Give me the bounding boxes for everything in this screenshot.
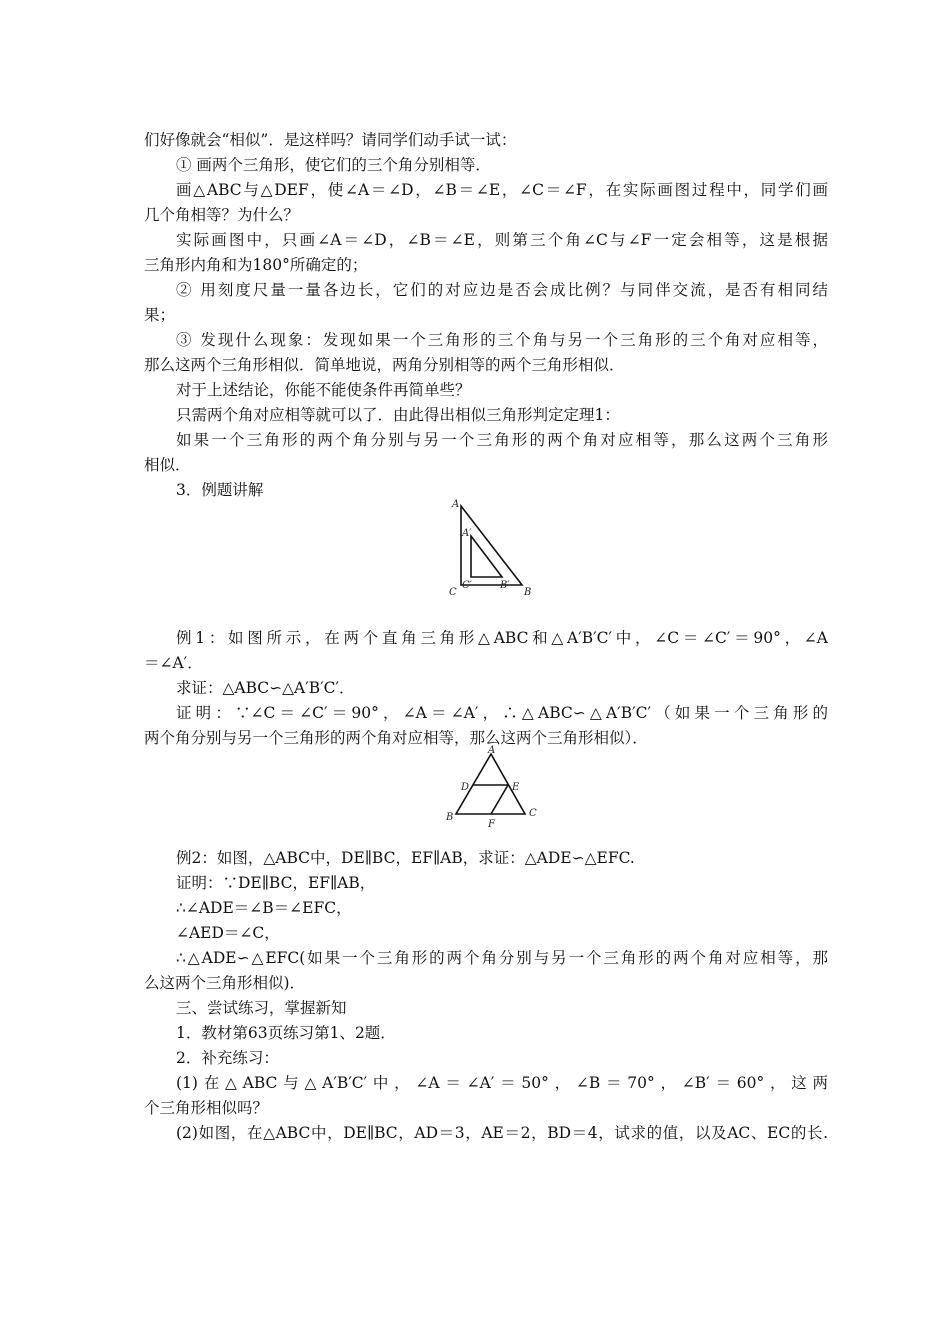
label-B-prime: B′ — [500, 580, 510, 591]
text-line: 三角形内角和为180°所确定的； — [144, 256, 368, 274]
text-line: 证明：∵∠C＝∠C′＝90°，∠A＝∠A′，∴△ABC∽△A′B′C′（如果一个三角形的 — [176, 704, 828, 722]
text-line: 对于上述结论，你能不能使条件再简单些？ — [176, 381, 471, 399]
text-line: (2)如图，在△ABC中，DE∥BC，AD＝3，AE＝2，BD＝4，试求的值，以及AC、EC的长. — [176, 1124, 828, 1142]
text-line: 两个角分别与另一个三角形的两个角对应相等，那么这两个三角形相似）． — [144, 729, 648, 747]
section-heading: 3．例题讲解 — [176, 481, 264, 499]
label-A: A — [488, 745, 496, 756]
text-line: 如果一个三角形的两个角分别与另一个三角形的两个角对应相等，那么这两个三角形 — [176, 431, 828, 449]
figure-right-triangles — [440, 494, 540, 602]
label-A: A — [452, 499, 460, 510]
label-F: F — [488, 819, 495, 830]
label-C-prime: C′ — [462, 580, 472, 591]
text-line: ① 画两个三角形，使它们的三个角分别相等． — [176, 156, 491, 174]
text-line: 果； — [144, 306, 176, 324]
text-line: (1)在△ABC与△A′B′C′中，∠A＝∠A′＝50°，∠B＝70°，∠B′＝60°，这两 — [176, 1074, 828, 1092]
text-line: 个三角形相似吗？ — [144, 1099, 269, 1117]
text-line: 例1：如图所示，在两个直角三角形△ABC和△A′B′C′中，∠C＝∠C′＝90°，∠A — [176, 629, 828, 647]
text-line: 例2：如图，△ABC中，DE∥BC，EF∥AB，求证：△ADE∽△EFC. — [176, 849, 635, 867]
section-heading: 三、尝试练习，掌握新知 — [176, 999, 347, 1017]
text-line: 们好像就会“相似”．是这样吗？请同学们动手试一试： — [144, 131, 517, 149]
text-line: 那么这两个三角形相似．简单地说，两角分别相等的两个三角形相似． — [144, 356, 625, 374]
text-line: ∴△ADE∽△EFC(如果一个三角形的两个角分别与另一个三角形的两个角对应相等，那 — [176, 949, 828, 967]
text-line: 相似． — [144, 456, 191, 474]
text-line: ∠AED＝∠C， — [176, 924, 280, 942]
figure-triangle-de-ef — [440, 744, 544, 832]
text-line: ＝∠A′． — [144, 654, 203, 672]
text-line: 画△ABC与△DEF，使∠A＝∠D，∠B＝∠E，∠C＝∠F，在实际画图过程中，同学们画 — [176, 181, 828, 199]
text-line: ③ 发现什么现象：发现如果一个三角形的三个角与另一个三角形的三个角对应相等， — [176, 331, 828, 349]
label-C: C — [529, 808, 537, 819]
text-line: ② 用刻度尺量一量各边长，它们的对应边是否会成比例？与同伴交流，是否有相同结 — [176, 281, 828, 299]
label-E: E — [512, 782, 520, 793]
label-A-prime: A′ — [462, 528, 472, 539]
text-line: ∴∠ADE＝∠B＝∠EFC， — [176, 899, 352, 917]
text-line: 证明：∵DE∥BC，EF∥AB， — [176, 874, 376, 892]
text-line: 只需两个角对应相等就可以了．由此得出相似三角形判定定理1： — [176, 406, 620, 424]
text-line: 求证：△ABC∽△A′B′C′． — [176, 679, 355, 697]
label-C: C — [449, 587, 457, 598]
label-B: B — [524, 587, 532, 598]
text-line: 2．补充练习： — [176, 1049, 279, 1067]
text-line: 实际画图中，只画∠A＝∠D，∠B＝∠E，则第三个角∠C与∠F一定会相等，这是根据 — [176, 231, 828, 249]
label-B: B — [446, 812, 454, 823]
text-line: 几个角相等？为什么？ — [144, 206, 300, 224]
label-D: D — [461, 782, 470, 793]
text-line: 么这两个三角形相似)． — [144, 974, 306, 992]
text-line: 1．教材第63页练习第1、2题． — [176, 1024, 396, 1042]
